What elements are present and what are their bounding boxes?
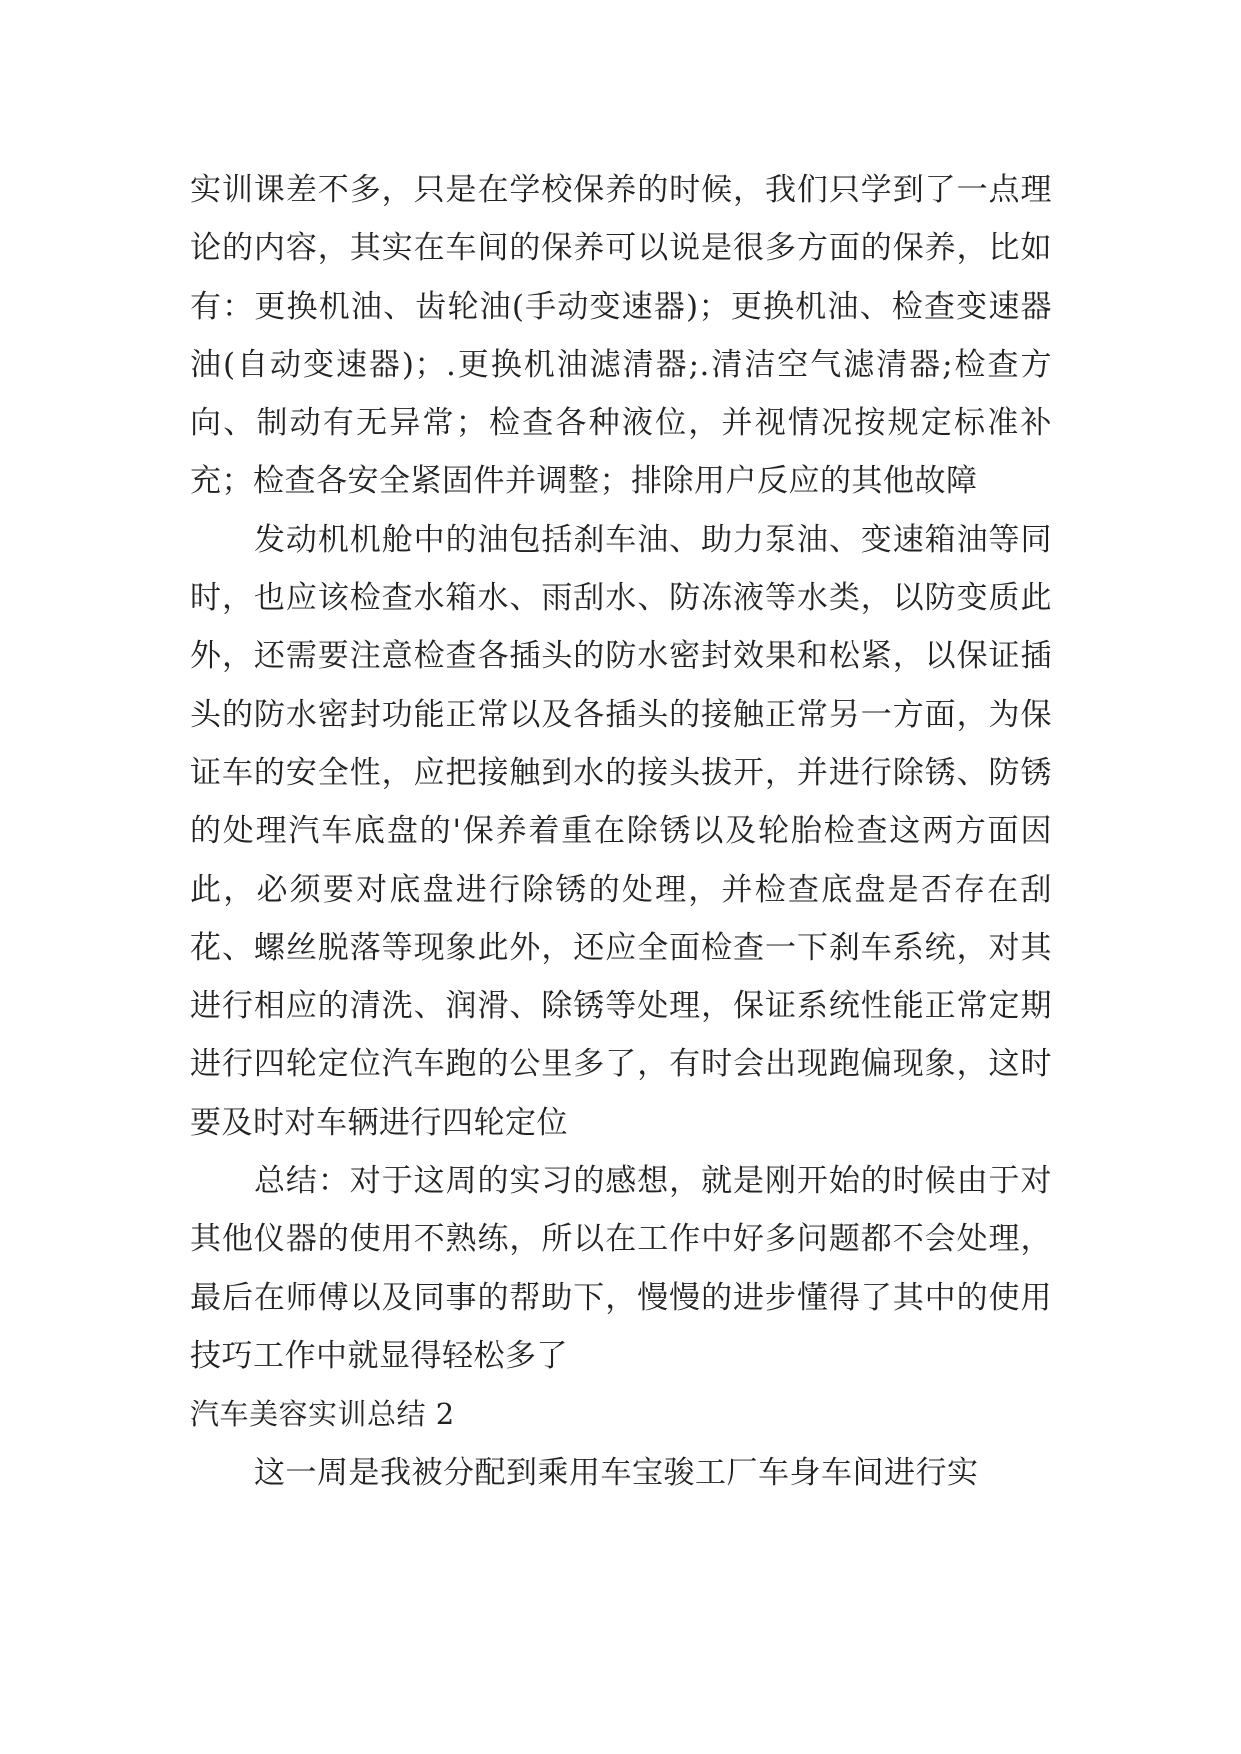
paragraph-section-two-intro: 这一周是我被分配到乘用车宝骏工厂车身车间进行实 <box>254 1454 979 1491</box>
paragraph-summary: 总结：对于这周的实习的感想，就是刚开始的时候由于对其他仪器的使用不熟练，所以在工作中好多问题都不会处理，最后在师傅以及同事的帮助下，慢慢的进步懂得了其中的使用技巧工作中就显得轻松多了 <box>190 1163 1052 1374</box>
paragraph-maintenance-items: 实训课差不多，只是在学校保养的时候，我们只学到了一点理论的内容，其实在车间的保养可以说是很多方面的保养，比如有：更换机油、齿轮油(手动变速器)；更换机油、检查变速器油(自动变速器)；.更换机油滤清器;.清洁空气滤清器;检查方向、制动有无异常；检查各种液位，并视情况按规定标准补充；检查各安全紧固件并调整；排除用户反应的其他故障 <box>190 172 1052 500</box>
section-heading: 汽车美容实训总结 2 <box>190 1397 455 1432</box>
document-body <box>190 161 1052 1502</box>
paragraph-engine-and-chassis: 发动机机舱中的油包括刹车油、助力泵油、变速箱油等同时，也应该检查水箱水、雨刮水、防冻液等水类，以防变质此外，还需要注意检查各插头的防水密封效果和松紧，以保证插头的防水密封功能正常以及各插头的接触正常另一方面，为保证车的安全性，应把接触到水的接头拔开，并进行除锈、防锈的处理汽车底盘的'保养着重在除锈以及轮胎检查这两方面因此，必须要对底盘进行除锈的处理，并检查底盘是否存在刮花、螺丝脱落等现象此外，还应全面检查一下刹车系统，对其进行相应的清洗、润滑、除锈等处理，保证系统性能正常定期进行四轮定位汽车跑的公里多了，有时会出现跑偏现象，这时要及时对车辆进行四轮定位 <box>190 521 1052 1141</box>
